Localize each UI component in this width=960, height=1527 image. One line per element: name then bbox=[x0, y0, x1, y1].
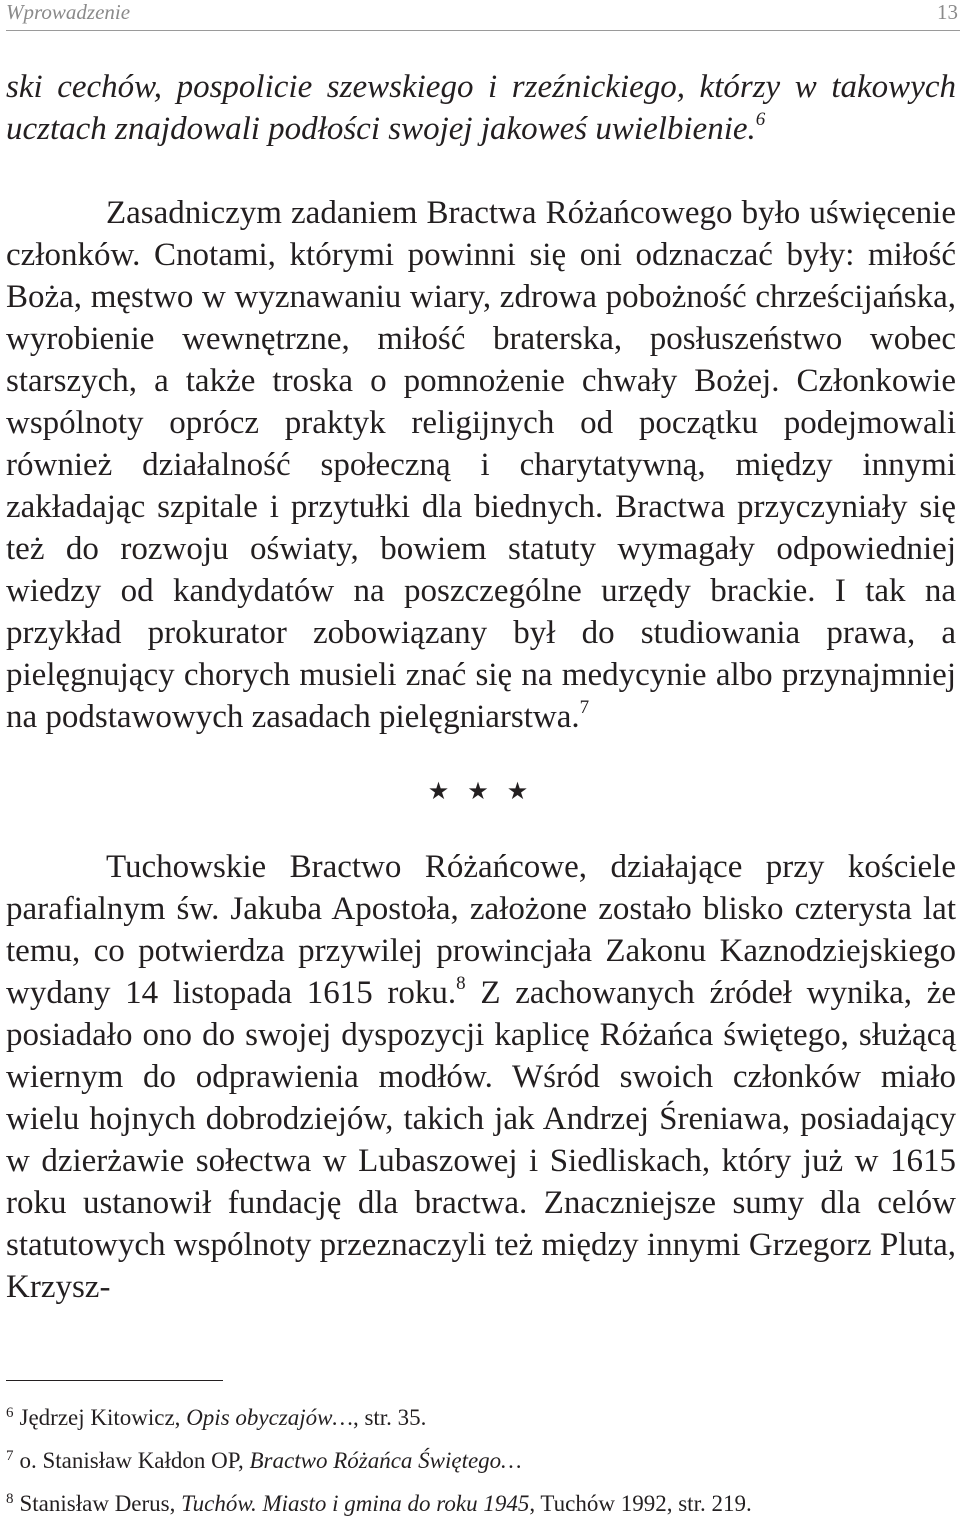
footnote-author: Stanisław Derus, bbox=[19, 1491, 182, 1516]
footnote-6 bbox=[6, 1398, 956, 1441]
footnote-7 bbox=[6, 1441, 956, 1484]
paragraph-brotherhood-goals-text: Zasadniczym zadaniem Bractwa Różańcowego było uświęcenie członków. Cnotami, którymi powinni się oni odznaczać były: miłość Boża, męstwo w wyznawaniu wiary, zdrowa pobożność chrześcijańska, wyrobienie wewnętrzne, miłość braterska, posłuszeństwo wobec starszych, a także troska o pomnożenie chwały Bożej. Członkowie wspólnoty oprócz praktyk religijnych od początku podejmowali również działalność społeczną i charytatywną, między innymi zakładając szpitale i przytułki dla biednych. Bractwa przyczyniały się też do rozwoju oświaty, bowiem statuty wymagały odpowiedniej wiedzy od kandydatów na poszczególne urzędy brackie. I tak na przykład prokurator zobowiązany był do studiowania prawa, a pielęgnujący chorych musieli znać się na medycynie albo przynajmniej na podstawowych zasadach pielęgniarstwa. bbox=[6, 195, 956, 735]
footnote-author: Jędrzej Kitowicz, bbox=[19, 1405, 187, 1430]
footnote-ref-8[interactable]: 8 bbox=[456, 973, 466, 994]
footnote-details: , str. 35. bbox=[352, 1405, 427, 1430]
footnote-title: Bractwo Różańca Świętego… bbox=[249, 1448, 522, 1473]
footnote-number: 6 bbox=[6, 1405, 14, 1421]
footnote-ref-7[interactable]: 7 bbox=[579, 697, 590, 718]
footnote-title: Opis obyczajów… bbox=[186, 1405, 353, 1430]
paragraph-tuchow-text-b: Z zachowanych źródeł wynika, że posiadało ono do swojej dyspozycji kaplicę Różańca świętego, służącą wiernym do odprawienia modłów. Wśród swoich członków miało wielu hojnych dobrodziejów, takich jak Andrzej Śreniawa, posiadający w dzierżawie sołectwa w Lubaszowej i Siedliskach, który już w 1615 roku ustanowił fundację dla bractwa. Znaczniejsze sumy dla celów statutowych wspólnoty przeznaczyli też między innymi Grzegorz Pluta, Krzysz- bbox=[6, 975, 957, 1305]
page-number: 13 bbox=[937, 0, 958, 24]
footnote-number: 7 bbox=[6, 1448, 14, 1464]
paragraph-quote-text: ski cechów, pospolicie szewskiego i rzeźnickiego, którzy w takowych ucztach znajdowali podłości swojej jakoweś uwielbienie. bbox=[6, 69, 956, 147]
footnote-title: Tuchów. Miasto i gmina do roku 1945 bbox=[181, 1491, 530, 1516]
footnote-number: 8 bbox=[6, 1491, 14, 1507]
footnote-author: o. Stanisław Kałdon OP, bbox=[19, 1448, 250, 1473]
footnote-8 bbox=[6, 1484, 956, 1527]
paragraph-tuchow-brotherhood bbox=[6, 846, 956, 1308]
section-separator: ★ ★ ★ bbox=[427, 779, 535, 805]
footnote-details: , Tuchów 1992, str. 219. bbox=[529, 1491, 752, 1516]
footnotes bbox=[6, 1398, 956, 1527]
footnote-rule bbox=[6, 1380, 223, 1381]
paragraph-brotherhood-goals bbox=[6, 192, 956, 738]
section-title: Wprowadzenie bbox=[6, 0, 131, 24]
footnote-ref-6[interactable]: 6 bbox=[755, 109, 766, 130]
running-header bbox=[6, 0, 960, 31]
paragraph-tuchow-text-a: Tuchowskie Bractwo Różańcowe, działające przy kościele parafialnym św. Jakuba Apostoła, założone zostało blisko czterysta lat temu, co potwierdza przywilej prowincjała Zakonu Kaznodziejskiego wydany 14 listopada 1615 roku. bbox=[6, 849, 956, 1011]
body-text bbox=[6, 66, 956, 1308]
paragraph-quote bbox=[6, 66, 956, 150]
